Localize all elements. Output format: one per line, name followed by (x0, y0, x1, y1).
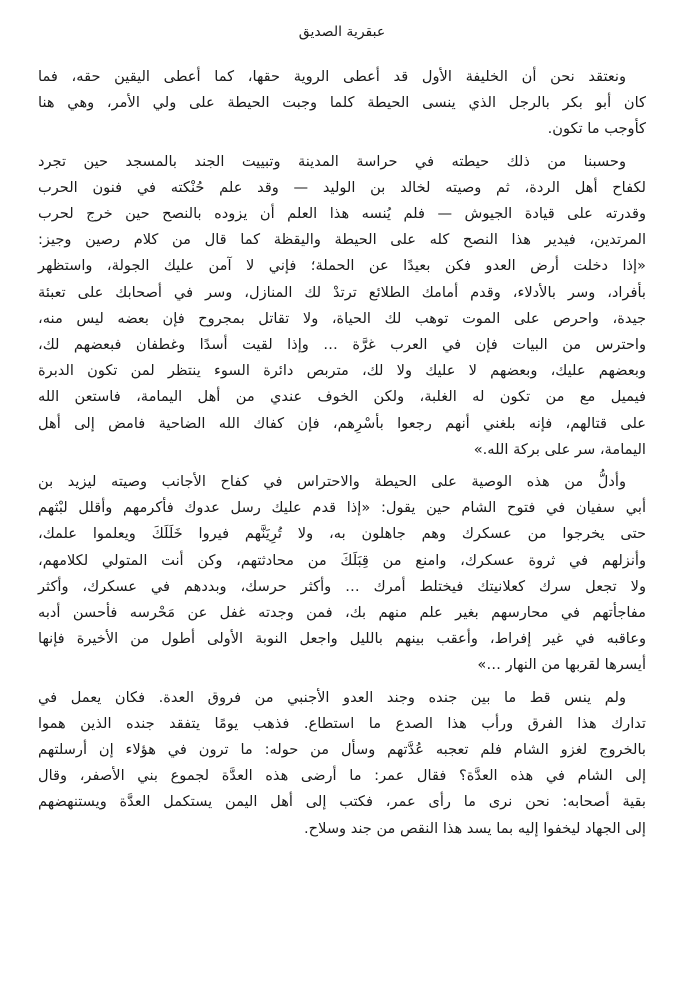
text-line: ولم ينس قط ما بين جنده وجند العدو الأجنبي من فروق العدة. فكان يعمل في (38, 688, 626, 706)
text-line: كأوجب ما تكون. (547, 120, 646, 138)
text-line: وحسبنا من ذلك حيطته في حراسة المدينة وتبييت الجند بالمسجد حين تجرد (38, 152, 626, 170)
text-line: وبعضهم عليك، وبعضهم لا عليك ولا لك، متربص دائرة السوء ينتظر لمن تكون الدبرة (38, 362, 646, 380)
running-header: عبقرية الصديق (298, 24, 386, 40)
text-line: وقدرته على قيادة الجيوش — فلم يُنسه هذا العلم أن يزوده بالنصح حين خرج لحرب (38, 205, 646, 223)
text-line: وأنزلهم في ثروة عسكرك، وامنع من قِبَلَكَ من محادثتهم، وكن أنت المتولي لكلامهم، (38, 551, 646, 569)
text-line: لكفاح أهل الردة، ثم وصيته لخالد بن الوليد — وقد علم حُنْكته في فنون الحرب (38, 178, 646, 196)
text-line: إلى الجهاد ليخفوا إليه بما يسد هذا النقص من جند وسلاح. (304, 819, 646, 837)
text-line: حتى يخرجوا من عسكرك وهم جاهلون به، ولا تُرِيَنَّهم فيروا خَلَلَكَ ويعلموا علمك، (38, 525, 646, 543)
text-line: كان أبو بكر بالرجل الذي ينسى الحيطة كلما وجبت الحيطة على ولي الأمر، وهي هنا (38, 94, 646, 112)
text-line: أيسرها لقربها من النهار …» (477, 656, 646, 674)
text-line: ونعتقد نحن أن الخليفة الأول قد أعطى الروية حقها، كما أعطى اليقين حقه، فما (38, 68, 626, 85)
text-line: بالخروج لغزو الشام فلم تعجبه عُدَّتهم وسأل من حوله: ما ترون في هؤلاء إن أرسلتهم (38, 741, 646, 759)
text-line: واحترس من البيات فإن في العرب غرَّة … وإذا لقيت أسدًا وغطفان فبعضهم لك، (38, 336, 646, 354)
text-line: على قتالهم، فإنه بلغني أنهم رجعوا بأسْرِهم، فإن كفاك الله الضاحية فامض إلى أهل (38, 414, 646, 432)
text-line: تدارك هذا الفرق ورأب هذا الصدع ما استطاع. فذهب يومًا يتفقد جنده الذين هموا (38, 714, 646, 732)
text-line: فيميل مع من تكون له الغلبة، ولكن الخوف عندي من أهل اليمامة، فاستعن الله (38, 388, 646, 406)
paragraph (38, 685, 646, 842)
text-line: بقية أصحابه: نحن نرى ما رأى عمر، فكتب إلى أهل اليمن يستكمل العدَّة ويستنهضهم (38, 793, 646, 811)
text-line: أبي سفيان في فتوح الشام حين يقول: «إذا قدم عليك رسل عدوك فأكرمهم وأقلل لبْثهم (38, 499, 646, 517)
text-line: إلى الشام في هذه العدَّة؟ فقال عمر: ما أرضى هذه العدَّة لجموع بني الأصفر، وقال (38, 767, 646, 785)
text-line: «إذا دخلت أرض العدو فكن بعيدًا عن الحملة؛ فإني لا آمن عليك الجولة، واستظهر (38, 257, 646, 275)
text-line: اليمامة، سر على بركة الله.» (473, 440, 646, 458)
paragraph (38, 149, 646, 463)
text-line: مفاجأتهم في محارسهم بغير علم منهم بك، فمن وجدته غفل عن مَحْرسه فأحسن أدبه (38, 604, 646, 622)
book-page (38, 0, 646, 1000)
text-line: وأدلُّ من هذه الوصية على الحيطة والاحتراس في كفاح الأجانب وصيته ليزيد بن (38, 473, 626, 491)
text-line: جيدة، واحرص على الموت توهب لك الحياة، ولا تقاتل بمجروح فإن بعضه ليس منه، (38, 309, 646, 327)
text-line: وعاقبه في غير إفراط، وأعقب بينهم بالليل واجعل النوبة الأولى أطول من الأخيرة فإنها (38, 630, 646, 648)
paragraph (38, 64, 646, 143)
paragraph (38, 469, 646, 679)
text-line: المرتدين، فيدير هذا النصح كله على الحيطة واليقظة كما قال من كلام رصين وجيز: (38, 231, 646, 249)
text-line: بأفراد، وسر بالأدلاء، وقدم أمامك الطلائع ترتدْ لك المنازل، وسر في أصحابك على تعبئة (38, 283, 646, 301)
body-text (38, 64, 646, 848)
text-line: ولا تجعل سرك كعلانيتك فيختلط أمرك … وأكثر حرسك، وبددهم في عسكرك، وأكثر (38, 577, 646, 595)
